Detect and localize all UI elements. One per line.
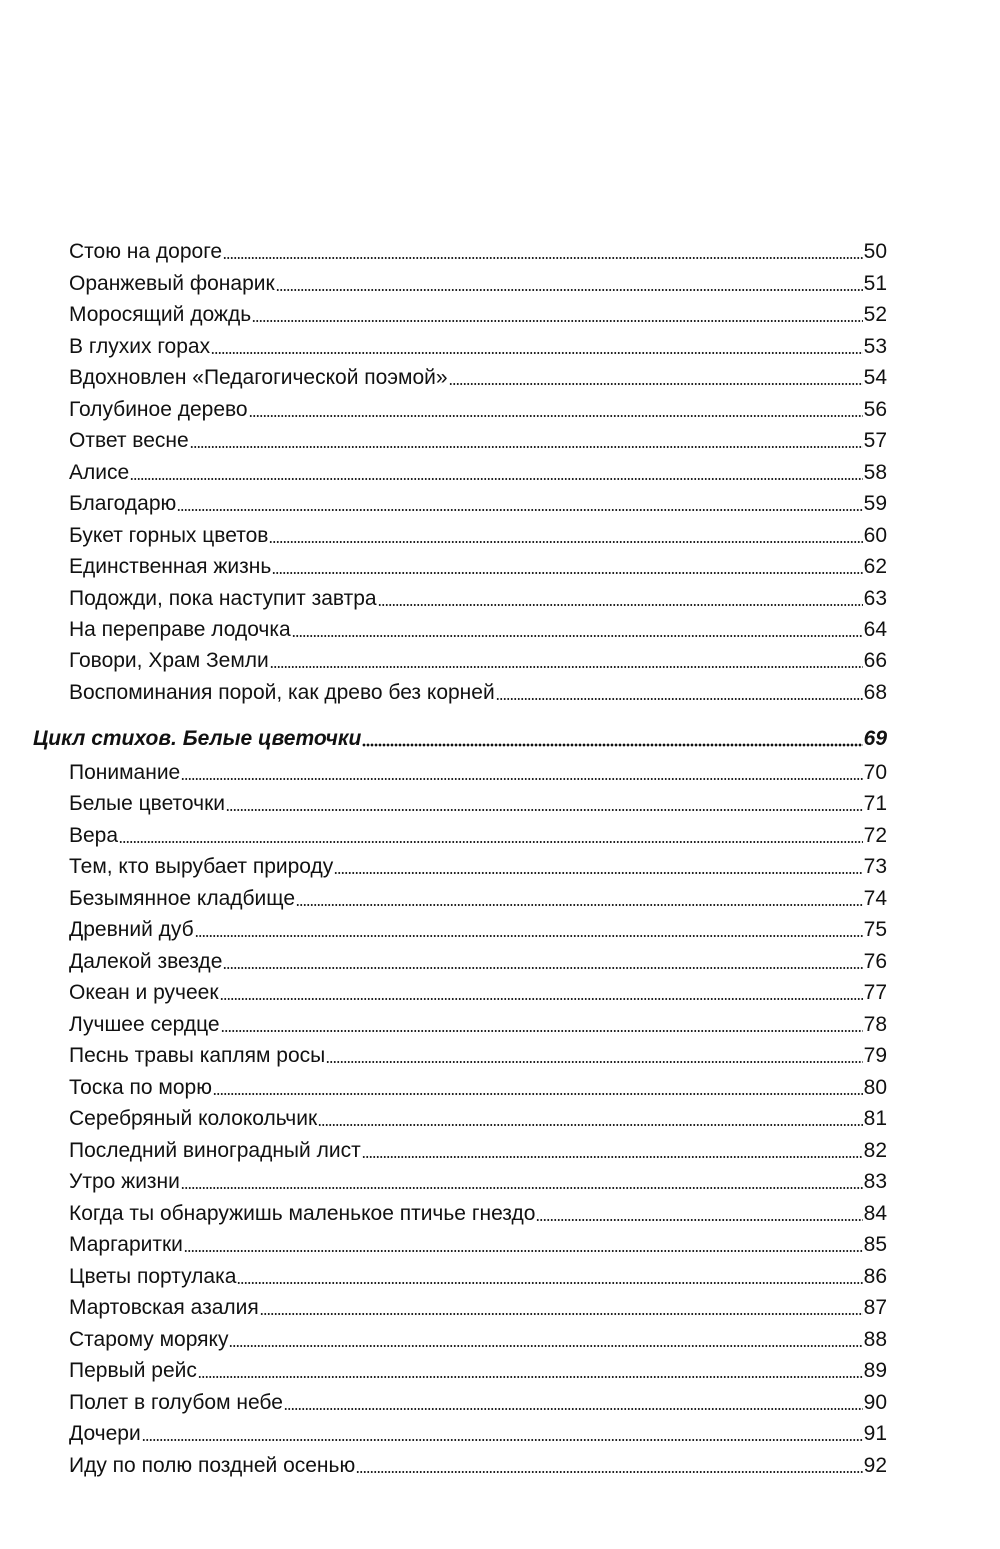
- toc-entry[interactable]: [69, 947, 887, 977]
- toc-entry-page: 85: [863, 1233, 887, 1256]
- toc-entry-title: Далекой звезде: [69, 950, 223, 973]
- toc-entry-title: Иду по полю поздней осенью: [69, 1454, 356, 1477]
- toc-leader-dots: [142, 1438, 863, 1442]
- toc-entry[interactable]: [69, 884, 887, 914]
- toc-entry-page: 68: [863, 681, 887, 704]
- toc-leader-dots: [269, 540, 862, 544]
- toc-entry[interactable]: [69, 758, 887, 788]
- toc-entry[interactable]: [69, 1230, 887, 1260]
- toc-entry-title: Вера: [69, 824, 119, 847]
- toc-entry-page: 56: [863, 398, 887, 421]
- toc-leader-dots: [181, 1186, 863, 1190]
- toc-entry-page: 50: [863, 240, 887, 263]
- toc-leader-dots: [362, 1155, 863, 1159]
- toc-entry-title: Тем, кто вырубает природу: [69, 855, 334, 878]
- toc-entry-page: 73: [863, 855, 887, 878]
- toc-entry-title: Голубиное дерево: [69, 398, 248, 421]
- toc-leader-dots: [356, 1470, 862, 1474]
- toc-entry[interactable]: [69, 300, 887, 330]
- toc-entry-page: 83: [863, 1170, 887, 1193]
- toc-leader-dots: [198, 1375, 863, 1379]
- toc-leader-dots: [223, 966, 862, 970]
- toc-entry[interactable]: [69, 978, 887, 1008]
- toc-entry-page: 52: [863, 303, 887, 326]
- toc-entry-title: Стою на дороге: [69, 240, 223, 263]
- toc-entry[interactable]: [69, 1356, 887, 1386]
- toc-entry-page: 78: [863, 1013, 887, 1036]
- toc-entry-title: Говори, Храм Земли: [69, 649, 269, 672]
- toc-entry[interactable]: [69, 789, 887, 819]
- toc-entry-title: Первый рейс: [69, 1359, 197, 1382]
- toc-entry-title: Единственная жизнь: [69, 555, 272, 578]
- toc-entry-title: Океан и ручеек: [69, 981, 219, 1004]
- toc-entry-page: 60: [863, 524, 887, 547]
- toc-entry[interactable]: [69, 1199, 887, 1229]
- toc-section-page: 69: [863, 727, 887, 750]
- toc-entry-page: 87: [863, 1296, 887, 1319]
- toc-entry-page: 91: [863, 1422, 887, 1445]
- toc-leader-dots: [223, 256, 863, 260]
- toc-leader-dots: [318, 1123, 862, 1127]
- toc-leader-dots: [270, 665, 863, 669]
- toc-entry-title: Старому моряку: [69, 1328, 229, 1351]
- toc-entry-title: Утро жизни: [69, 1170, 180, 1193]
- toc-entry[interactable]: [69, 1388, 887, 1418]
- toc-entry-title: Моросящий дождь: [69, 303, 252, 326]
- toc-entry-title: Серебряный колокольчик: [69, 1107, 318, 1130]
- toc-entry-page: 77: [863, 981, 887, 1004]
- toc-section-title: Цикл стихов. Белые цветочки: [33, 727, 362, 750]
- toc-leader-dots: [195, 934, 863, 938]
- toc-leader-dots: [190, 445, 863, 449]
- toc-entry[interactable]: [69, 584, 887, 614]
- toc-entry-title: Воспоминания порой, как древо без корней: [69, 681, 495, 704]
- toc-leader-dots: [449, 382, 863, 386]
- toc-leader-dots: [213, 1092, 863, 1096]
- toc-entry-page: 81: [863, 1107, 887, 1130]
- toc-entry[interactable]: [69, 1073, 887, 1103]
- toc-entry-title: Подожди, пока наступит завтра: [69, 587, 377, 610]
- toc-leader-dots: [229, 1344, 862, 1348]
- toc-entry-page: 64: [863, 618, 887, 641]
- toc-entry-title: Безымянное кладбище: [69, 887, 296, 910]
- toc-entry[interactable]: [69, 1325, 887, 1355]
- toc-entry[interactable]: [69, 1167, 887, 1197]
- toc-entry[interactable]: [69, 821, 887, 851]
- toc-entry-page: 75: [863, 918, 887, 941]
- toc-leader-dots: [260, 1312, 863, 1316]
- toc-entry-title: Оранжевый фонарик: [69, 272, 275, 295]
- toc-entry-page: 76: [863, 950, 887, 973]
- toc-leader-dots: [276, 288, 863, 292]
- toc-entry[interactable]: [69, 426, 887, 456]
- toc-entry-page: 89: [863, 1359, 887, 1382]
- toc-leader-dots: [220, 997, 863, 1001]
- toc-entry-title: Ответ весне: [69, 429, 189, 452]
- toc-entry[interactable]: [69, 237, 887, 267]
- toc-entry-page: 74: [863, 887, 887, 910]
- toc-entry[interactable]: [69, 1010, 887, 1040]
- toc-entry-title: Букет горных цветов: [69, 524, 269, 547]
- toc-entry-page: 90: [863, 1391, 887, 1414]
- toc-leader-dots: [284, 1407, 863, 1411]
- toc-entry[interactable]: [69, 489, 887, 519]
- toc-entry-page: 86: [863, 1265, 887, 1288]
- toc-leader-dots: [326, 1060, 862, 1064]
- toc-entry[interactable]: [69, 678, 887, 708]
- toc-entry[interactable]: [69, 269, 887, 299]
- toc-entry-page: 84: [863, 1202, 887, 1225]
- toc-leader-dots: [119, 840, 863, 844]
- toc-entry-title: Вдохновлен «Педагогической поэмой»: [69, 366, 448, 389]
- toc-entry-page: 80: [863, 1076, 887, 1099]
- toc-entry-title: Белые цветочки: [69, 792, 226, 815]
- toc-leader-dots: [221, 1029, 863, 1033]
- toc-leader-dots: [130, 477, 862, 481]
- toc-leader-dots: [184, 1249, 863, 1253]
- toc-entry-page: 53: [863, 335, 887, 358]
- toc-entry-title: В глухих горах: [69, 335, 211, 358]
- toc-entry[interactable]: [69, 332, 887, 362]
- toc-entry-page: 72: [863, 824, 887, 847]
- toc-entry-page: 71: [863, 792, 887, 815]
- toc-leader-dots: [211, 351, 863, 355]
- toc-entry[interactable]: [69, 1262, 887, 1292]
- toc-entry-page: 79: [863, 1044, 887, 1067]
- toc-entry[interactable]: [69, 915, 887, 945]
- toc-entry-title: Древний дуб: [69, 918, 194, 941]
- toc-leader-dots: [292, 634, 863, 638]
- toc-leader-dots: [334, 871, 862, 875]
- toc-entry[interactable]: [69, 1136, 887, 1166]
- toc-entry[interactable]: [69, 1104, 887, 1134]
- toc-entry-page: 58: [863, 461, 887, 484]
- toc-section-heading[interactable]: [33, 724, 887, 754]
- toc-leader-dots: [249, 414, 863, 418]
- toc-entry-page: 59: [863, 492, 887, 515]
- toc-entry-page: 92: [863, 1454, 887, 1477]
- toc-entry-title: Тоска по морю: [69, 1076, 212, 1099]
- toc-leader-dots: [378, 603, 863, 607]
- toc-entry[interactable]: [69, 1419, 887, 1449]
- toc-entry-page: 88: [863, 1328, 887, 1351]
- toc-entry-title: Дочери: [69, 1422, 141, 1445]
- toc-entry[interactable]: [69, 1041, 887, 1071]
- toc-entry-title: Понимание: [69, 761, 181, 784]
- toc-leader-dots: [252, 319, 862, 323]
- toc-leader-dots: [181, 777, 862, 781]
- toc-entry-page: 82: [863, 1139, 887, 1162]
- toc-entry[interactable]: [69, 646, 887, 676]
- toc-leader-dots: [536, 1218, 862, 1222]
- toc-entry-title: Маргаритки: [69, 1233, 183, 1256]
- toc-entry[interactable]: [69, 852, 887, 882]
- toc-entry-page: 66: [863, 649, 887, 672]
- toc-entry-title: Мартовская азалия: [69, 1296, 259, 1319]
- toc-entry[interactable]: [69, 395, 887, 425]
- toc-leader-dots: [296, 903, 863, 907]
- toc-entry[interactable]: [69, 458, 887, 488]
- toc-entry-page: 62: [863, 555, 887, 578]
- toc-entry-title: Полет в голубом небе: [69, 1391, 283, 1414]
- toc-leader-dots: [496, 697, 863, 701]
- toc-leader-dots: [272, 571, 862, 575]
- toc-entry-page: 51: [863, 272, 887, 295]
- toc-entry-title: Алисе: [69, 461, 130, 484]
- toc-entry-title: Песнь травы каплям росы: [69, 1044, 326, 1067]
- toc-entry[interactable]: [69, 1451, 887, 1481]
- toc-entry-title: Последний виноградный лист: [69, 1139, 361, 1162]
- toc-entry-title: Когда ты обнаружишь маленькое птичье гнездо: [69, 1202, 536, 1225]
- toc-entry[interactable]: [69, 615, 887, 645]
- toc-entry-title: На переправе лодочка: [69, 618, 291, 641]
- toc-entry-page: 63: [863, 587, 887, 610]
- toc-entry-title: Цветы портулака: [69, 1265, 237, 1288]
- toc-entry[interactable]: [69, 1293, 887, 1323]
- toc-entry-page: 57: [863, 429, 887, 452]
- toc-entry-page: 54: [863, 366, 887, 389]
- toc-entry[interactable]: [69, 363, 887, 393]
- toc-entry[interactable]: [69, 521, 887, 551]
- toc-leader-dots: [362, 743, 862, 747]
- toc-leader-dots: [226, 808, 863, 812]
- toc-entry-title: Благодарю: [69, 492, 177, 515]
- toc-leader-dots: [177, 508, 862, 512]
- toc-leader-dots: [237, 1281, 862, 1285]
- toc-entry-title: Лучшее сердце: [69, 1013, 220, 1036]
- toc-entry[interactable]: [69, 552, 887, 582]
- toc-entry-page: 70: [863, 761, 887, 784]
